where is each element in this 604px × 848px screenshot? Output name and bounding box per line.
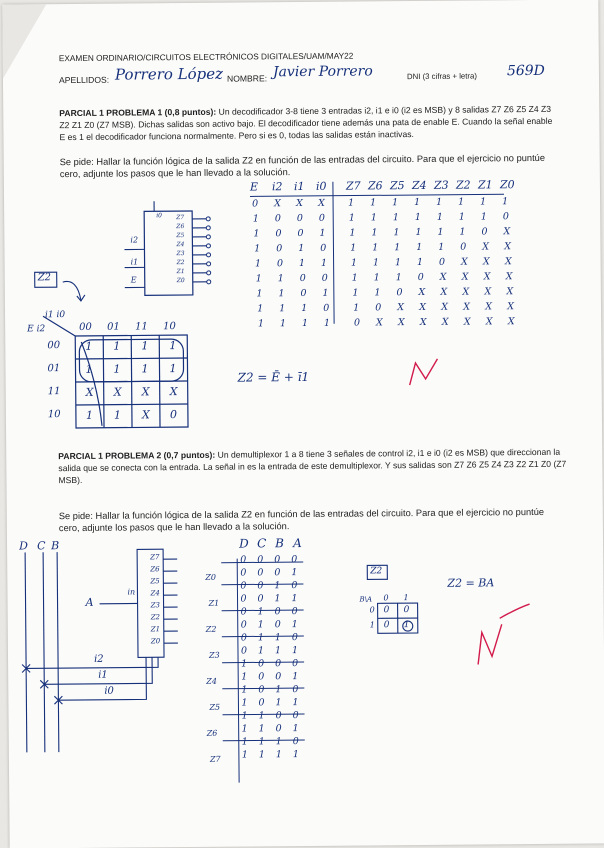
problem2-drawings xyxy=(2,0,604,848)
truth-cell: 1 xyxy=(458,196,465,208)
truth-cell: 1 xyxy=(278,288,285,300)
truth-cell: X xyxy=(439,271,447,283)
truth-cell: X xyxy=(484,286,492,298)
truth-cell: X xyxy=(485,301,492,313)
truth-cell: 0 xyxy=(320,242,327,254)
truth-cell: X xyxy=(440,286,448,298)
demux-output-label: Z0 xyxy=(150,637,161,646)
truth-cell: X xyxy=(419,316,427,328)
kmap2-cell: 0 xyxy=(383,620,390,631)
p2-cell: 1 xyxy=(258,710,265,722)
demux-output-label: Z4 xyxy=(150,589,160,598)
truth-cell: X xyxy=(461,271,469,283)
p2-cell: 1 xyxy=(257,645,265,657)
kmap1-cell: X xyxy=(141,408,150,422)
truth-cell: X xyxy=(441,316,449,328)
kmap1-row-header: 01 xyxy=(47,363,61,375)
p2-cell: 0 xyxy=(257,567,264,579)
truth-cell: 1 xyxy=(257,303,264,315)
kmap1-cell: 0 xyxy=(169,408,177,422)
truth-cell: X xyxy=(460,256,468,268)
kmap1-cell: X xyxy=(141,385,150,399)
p2-cell: 1 xyxy=(274,593,281,605)
truth-cell: 1 xyxy=(319,227,326,239)
truth-cell: 1 xyxy=(298,242,305,255)
demux-output-label: Z2 xyxy=(150,613,161,622)
kmap1-col-header: 11 xyxy=(135,321,148,333)
truth-cell: 1 xyxy=(394,257,402,269)
p2-cell: 0 xyxy=(292,736,299,748)
kmap1-col-header: 01 xyxy=(107,321,120,333)
truth-cell: X xyxy=(463,301,470,313)
problem1-heading: PARCIAL 1 PROBLEMA 1 (0,8 puntos): xyxy=(59,106,217,119)
truth-cell: X xyxy=(482,256,490,268)
decoder-output-label: Z3 xyxy=(176,250,185,258)
kmap1-cell: 1 xyxy=(85,339,93,353)
p2-cell: 1 xyxy=(241,697,248,709)
kmap1-label: Z2 xyxy=(37,272,52,284)
truth-cell: 1 xyxy=(348,212,355,224)
truth-cell: 0 xyxy=(396,287,403,299)
p2-cell: 0 xyxy=(258,671,265,683)
p2-cell: 1 xyxy=(241,684,248,696)
problem2-heading: PARCIAL 1 PROBLEMA 2 (0,7 puntos): xyxy=(58,449,216,462)
p2-cell: 0 xyxy=(275,723,282,735)
var-d: D xyxy=(18,539,28,553)
truth-cell: 0 xyxy=(299,272,306,285)
truth-cell: 1 xyxy=(370,212,377,224)
truth-cell: 1 xyxy=(416,256,424,269)
p2-cell: 1 xyxy=(258,723,265,735)
truth-cell: 1 xyxy=(252,213,259,225)
p2-cell: 1 xyxy=(274,580,281,592)
truth-cell: 1 xyxy=(322,287,329,299)
truth-cell: 1 xyxy=(438,241,445,253)
truth-cell: X xyxy=(505,271,513,283)
p2-cell: 0 xyxy=(292,658,299,670)
truth-cell: X xyxy=(318,197,325,209)
truth-cell: 1 xyxy=(372,242,379,254)
truth-cell: 0 xyxy=(321,272,328,284)
kmap1-row-header: 11 xyxy=(47,386,61,398)
p2-cell: 1 xyxy=(292,723,299,735)
truth-cell: 1 xyxy=(392,197,399,209)
demux-output-label: Z6 xyxy=(150,565,160,574)
decoder-output-label: Z4 xyxy=(176,241,185,249)
truth-cell: 1 xyxy=(279,303,286,315)
truth-header-cell: i1 xyxy=(293,179,305,194)
p2-cell: 0 xyxy=(240,619,247,631)
p2-group-label: Z3 xyxy=(208,650,220,660)
demux-input-label: in xyxy=(127,587,136,597)
dni-value: 569D xyxy=(506,62,545,80)
truth-cell: 1 xyxy=(414,211,421,224)
truth-header-cell: Z0 xyxy=(499,178,515,192)
truth-cell: X xyxy=(503,226,511,238)
problem2-statement: Un demultiplexor 1 a 8 tiene 3 señales de control i2, i1 e i0 (i2 es MSB) que direccionan la salida que se conecta con la entrada. La señal in es la entrada de este demultiplexor. Y sus salidas son Z7 Z6 Z5 Z4 Z3 Z2 Z1 Z0 (Z7 MSB). xyxy=(58,446,567,486)
decoder-label-i0: i0 xyxy=(156,212,162,220)
kmap1-cell: 1 xyxy=(141,339,149,353)
p2-group-label: Z1 xyxy=(208,598,220,608)
truth-cell: 1 xyxy=(374,287,381,299)
p2-cell: 0 xyxy=(274,606,281,618)
truth-cell: 1 xyxy=(371,227,378,239)
truth-cell: 0 xyxy=(296,213,303,225)
kmap1-cell: 1 xyxy=(113,408,121,422)
truth-cell: 1 xyxy=(323,317,331,329)
kmap2-col-header: 0 xyxy=(383,593,389,603)
p2-cell: 0 xyxy=(257,554,264,566)
kmap1-row-var: E i2 xyxy=(27,324,46,335)
p2-cell: 0 xyxy=(240,554,247,566)
p2-cell: 0 xyxy=(258,658,265,670)
kmap1-cell: 1 xyxy=(85,362,93,376)
truth-header-cell: i0 xyxy=(315,179,327,193)
truth-cell: 1 xyxy=(480,196,487,208)
p2-group-label: Z4 xyxy=(206,676,217,686)
truth-cell: 1 xyxy=(370,197,377,209)
truth-cell: 1 xyxy=(373,272,380,284)
truth-cell: X xyxy=(507,301,514,313)
truth-cell: 1 xyxy=(352,287,359,299)
truth-cell: 0 xyxy=(375,302,382,314)
p2-cell: 1 xyxy=(241,723,248,735)
truth-cell: 0 xyxy=(323,302,330,314)
p2-cell: 1 xyxy=(291,645,299,657)
decoder-output-label: Z6 xyxy=(176,223,185,231)
truth-cell: 1 xyxy=(348,197,355,209)
p2-cell: 0 xyxy=(291,632,298,644)
kmap2-col-header: 1 xyxy=(403,593,409,603)
truth-cell: X xyxy=(296,198,303,210)
p2-group-label: Z5 xyxy=(209,702,221,712)
exam-sheet xyxy=(2,0,604,848)
truth-cell: 1 xyxy=(502,196,509,208)
truth-cell: 0 xyxy=(297,227,304,240)
truth-cell: 0 xyxy=(417,271,424,284)
truth-cell: 1 xyxy=(254,243,261,255)
p2-cell: 1 xyxy=(274,632,281,644)
truth-cell: X xyxy=(397,317,405,329)
decoder-output-label: Z7 xyxy=(176,214,185,222)
truth-cell: 0 xyxy=(481,226,488,238)
kmap2-cell: 1 xyxy=(403,620,410,631)
problem1-task: Se pide: Hallar la función lógica de la salida Z2 en función de las entradas del circuito. Para que el ejercicio no puntúe cero, adjunte los pasos que le han llevado a la solución. xyxy=(59,152,546,180)
selector-i1: i1 xyxy=(98,669,108,681)
truth-cell: 1 xyxy=(480,211,487,223)
p2-cell: 1 xyxy=(275,697,282,709)
exam-title: EXAMEN ORDINARIO/CIRCUITOS ELECTRÓNICOS DIGITALES/UAM/MAY22 xyxy=(58,50,354,64)
truth-cell: X xyxy=(397,302,404,314)
p2-header-cell: B xyxy=(274,536,284,551)
p2-cell: 1 xyxy=(241,736,248,748)
truth-cell: 0 xyxy=(438,256,446,268)
truth-cell: 1 xyxy=(414,196,421,209)
truth-cell: 1 xyxy=(350,257,358,269)
p2-cell: 0 xyxy=(291,580,298,592)
p2-header-cell: D xyxy=(238,536,249,551)
p2-header-cell: C xyxy=(256,536,267,551)
p2-cell: 0 xyxy=(291,606,298,618)
problem2-task: Se pide: Hallar la función lógica de la salida Z2 en función de las entradas del circuito. Para que el ejercicio no puntúe cero, adjunte los pasos que le han llevado a la solución. xyxy=(58,506,545,534)
kmap1-cell: 1 xyxy=(141,362,149,376)
truth-header-cell: Z4 xyxy=(411,178,427,193)
decoder-label-e: E xyxy=(130,275,137,285)
kmap1-row-header: 10 xyxy=(47,409,61,421)
truth-header-cell: Z5 xyxy=(389,179,405,193)
truth-cell: 1 xyxy=(256,288,263,300)
p2-cell: 0 xyxy=(292,710,299,722)
kmap1-cell: X xyxy=(113,385,122,399)
demux-output-label: Z3 xyxy=(150,601,160,610)
p2-cell: 1 xyxy=(275,684,282,696)
truth-cell: 1 xyxy=(301,317,309,330)
p2-cell: 0 xyxy=(240,632,247,644)
decoder-output-label: Z2 xyxy=(176,259,185,267)
decoder-output-label: Z5 xyxy=(176,232,185,240)
truth-cell: 1 xyxy=(349,227,356,239)
p2-cell: 0 xyxy=(240,645,248,657)
truth-cell: X xyxy=(507,316,515,328)
kmap1-cell: 1 xyxy=(113,362,121,376)
var-a: A xyxy=(85,595,94,609)
truth-cell: 0 xyxy=(252,198,259,210)
truth-cell: 1 xyxy=(353,302,360,314)
p2-cell: 1 xyxy=(291,567,298,579)
kmap1-row-header: 00 xyxy=(47,340,61,352)
problem1-statement: Un decodificador 3-8 tiene 3 entradas i2, i1 e i0 (i2 es MSB) y 8 salidas Z7 Z6 Z5 Z4 Z3 Z2 Z1 Z0 (Z7 MSB). Dichas salidas son activo bajo. El decodificador tiene además una pata de enable E. Cuando la señal enable E es 1 el decodificador funciona normalmente. Pero si es 0, todas las salidas están inactivas. xyxy=(59,103,553,143)
selector-i2: i2 xyxy=(93,653,104,665)
p2-cell: 0 xyxy=(275,710,282,722)
p2-cell: 1 xyxy=(241,710,248,722)
truth-cell: 0 xyxy=(275,228,282,240)
truth-cell: X xyxy=(375,317,383,329)
truth-cell: X xyxy=(485,316,493,328)
p2-cell: 0 xyxy=(258,697,265,709)
kmap2-corner: B\A xyxy=(359,595,373,604)
kmap2-row-header: 1 xyxy=(369,620,375,630)
truth-cell: 1 xyxy=(351,272,358,284)
p2-cell: 0 xyxy=(291,554,298,566)
p2-cell: 0 xyxy=(274,619,281,631)
demux-output-label: Z7 xyxy=(150,553,160,562)
decoder-output-label: Z1 xyxy=(176,268,185,276)
p2-cell: 0 xyxy=(240,606,247,618)
truth-cell: X xyxy=(504,241,512,253)
p2-cell: 0 xyxy=(257,593,264,605)
kmap1-col-header: 10 xyxy=(163,321,176,333)
truth-cell: X xyxy=(482,241,490,253)
p2-group-label: Z7 xyxy=(209,754,221,764)
truth-header-cell: E xyxy=(249,180,259,194)
surname-label: APELLIDOS: xyxy=(58,74,110,86)
truth-cell: 0 xyxy=(353,317,361,329)
decoder-label-i1: i1 xyxy=(130,257,139,267)
kmap1-cell: X xyxy=(169,385,178,399)
truth-cell: 1 xyxy=(372,257,380,269)
dni-label: DNI (3 cifras + letra) xyxy=(406,71,477,82)
surname-value: Porrero López xyxy=(114,64,224,84)
truth-cell: 1 xyxy=(415,226,422,239)
truth-header-cell: Z3 xyxy=(433,178,449,192)
truth-cell: 1 xyxy=(253,228,260,240)
kmap1-col-var: i1 i0 xyxy=(44,310,66,321)
truth-cell: 1 xyxy=(392,212,399,224)
kmap2-label: Z2 xyxy=(370,566,383,577)
kmap1-cell: 1 xyxy=(169,339,177,353)
p2-cell: 1 xyxy=(291,619,298,631)
kmap1-cell: 1 xyxy=(169,362,177,376)
p2-cell: 0 xyxy=(240,593,247,605)
p2-cell: 0 xyxy=(258,684,265,696)
truth-header-cell: Z2 xyxy=(455,178,471,192)
p2-group-label: Z2 xyxy=(205,624,217,634)
var-c: C xyxy=(36,539,46,553)
p2-cell: 1 xyxy=(291,593,298,605)
truth-cell: X xyxy=(463,316,471,328)
truth-cell: 0 xyxy=(276,258,284,270)
p2-group-label: Z6 xyxy=(206,728,218,738)
truth-cell: 1 xyxy=(277,273,284,285)
p2-cell: 1 xyxy=(258,736,265,748)
p2-cell: 1 xyxy=(275,749,282,761)
truth-cell: 0 xyxy=(300,287,307,300)
decoder-output-label: Z0 xyxy=(176,277,185,285)
p2-cell: 1 xyxy=(241,658,248,670)
truth-cell: X xyxy=(418,286,426,298)
truth-cell: 0 xyxy=(276,243,283,255)
truth-cell: X xyxy=(274,198,281,210)
p2-cell: 0 xyxy=(274,567,281,579)
name-value: Javier Porrero xyxy=(272,63,373,81)
truth-cell: 1 xyxy=(320,257,328,269)
p2-cell: 0 xyxy=(274,554,281,566)
p2-header-cell: A xyxy=(292,536,302,551)
p2-cell: 1 xyxy=(275,736,282,748)
problem2-solution: Z2 = BA xyxy=(447,576,495,590)
truth-header-cell: Z1 xyxy=(477,178,493,192)
truth-cell: 1 xyxy=(255,273,262,285)
truth-cell: 1 xyxy=(437,226,444,238)
truth-header-cell: Z6 xyxy=(367,179,383,193)
truth-cell: 1 xyxy=(436,211,443,223)
truth-cell: 1 xyxy=(459,226,466,238)
kmap2-cell: 0 xyxy=(403,605,410,616)
demux-output-label: Z5 xyxy=(150,577,160,586)
p2-cell: 0 xyxy=(275,658,282,670)
truth-cell: X xyxy=(483,271,491,283)
truth-cell: 1 xyxy=(298,257,306,270)
p2-cell: 1 xyxy=(241,749,248,761)
truth-cell: 1 xyxy=(436,196,443,208)
p2-cell: 1 xyxy=(258,749,265,761)
name-label: NOMBRE: xyxy=(226,73,268,84)
truth-cell: 1 xyxy=(350,242,357,254)
truth-cell: 1 xyxy=(416,241,423,254)
truth-cell: 0 xyxy=(274,213,281,225)
p2-cell: 0 xyxy=(257,580,264,592)
p2-cell: 0 xyxy=(275,671,282,683)
kmap1-cell: 1 xyxy=(113,339,121,353)
kmap2-row-header: 0 xyxy=(369,605,375,615)
p2-cell: 1 xyxy=(257,619,264,631)
truth-cell: X xyxy=(441,301,448,313)
kmap1-cell: 1 xyxy=(85,408,93,422)
kmap1-cell: X xyxy=(85,385,94,399)
truth-cell: 1 xyxy=(393,227,400,239)
truth-cell: 1 xyxy=(395,272,402,284)
truth-cell: 1 xyxy=(279,318,287,330)
truth-cell: 1 xyxy=(301,302,308,315)
p2-cell: 0 xyxy=(240,567,247,579)
p2-cell: 1 xyxy=(292,697,299,709)
p2-cell: 1 xyxy=(257,606,264,618)
decoder-label-i2: i2 xyxy=(130,235,139,245)
truth-header-cell: Z7 xyxy=(345,179,361,193)
var-b: B xyxy=(50,539,60,553)
p2-group-label: Z0 xyxy=(205,572,217,582)
truth-cell: X xyxy=(506,286,514,298)
truth-cell: X xyxy=(504,256,512,268)
p2-cell: 0 xyxy=(292,684,299,696)
p2-cell: 1 xyxy=(292,671,299,683)
demux-output-label: Z1 xyxy=(150,625,161,634)
truth-header-cell: i2 xyxy=(271,180,283,194)
truth-cell: 0 xyxy=(502,211,509,223)
truth-cell: 0 xyxy=(318,212,325,224)
truth-cell: X xyxy=(462,286,470,298)
p2-cell: 1 xyxy=(241,671,248,683)
truth-cell: X xyxy=(419,301,426,313)
problem1-solution: Z2 = Ē + ī1 xyxy=(237,369,310,385)
kmap2-cell: 0 xyxy=(383,605,390,616)
truth-cell: 1 xyxy=(257,318,265,330)
p2-cell: 1 xyxy=(274,645,282,657)
p2-cell: 0 xyxy=(240,580,247,592)
p2-cell: 1 xyxy=(257,632,264,644)
p2-cell: 1 xyxy=(292,749,299,761)
selector-i0: i0 xyxy=(104,685,114,697)
kmap1-col-header: 00 xyxy=(79,321,92,333)
truth-cell: 0 xyxy=(460,241,467,253)
truth-cell: 1 xyxy=(254,258,262,270)
truth-cell: 1 xyxy=(458,211,465,223)
truth-cell: 1 xyxy=(394,242,401,254)
